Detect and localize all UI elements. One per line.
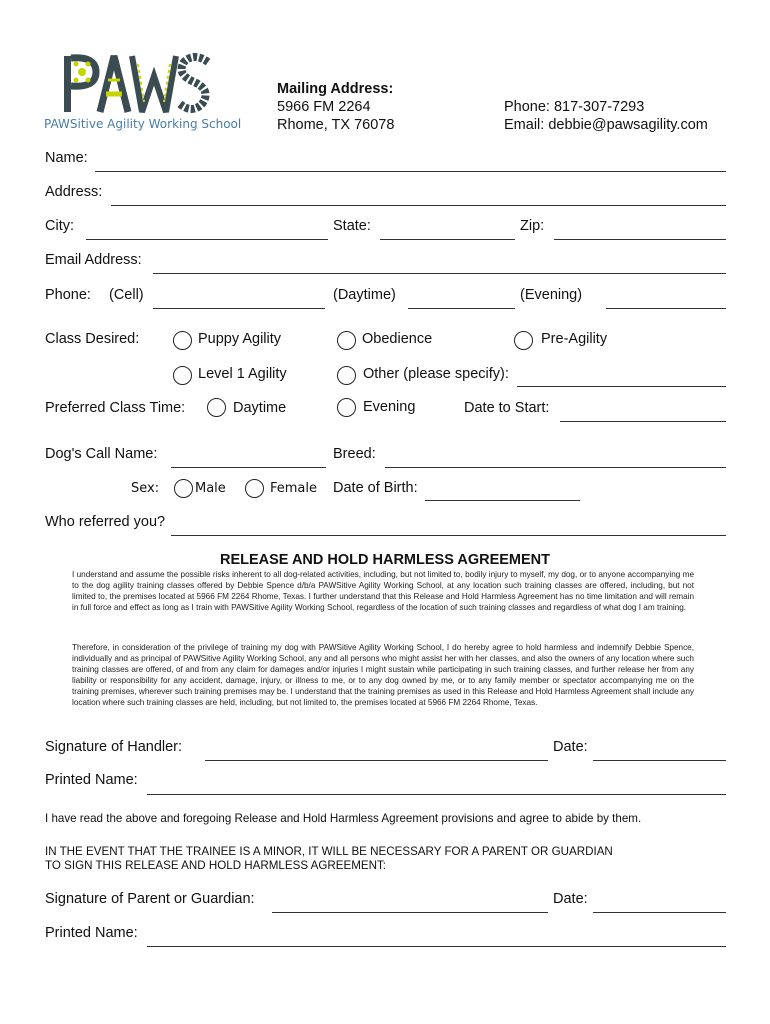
time-daytime-radio[interactable] [207,398,226,417]
class-desired-label: Class Desired: [45,331,140,347]
handler-signature-label: Signature of Handler: [45,739,183,755]
referred-label: Who referred you? [45,514,166,530]
guardian-signature-label: Signature of Parent or Guardian: [45,891,255,907]
address-line-2: Rhome, TX 76078 [277,117,395,133]
guardian-signature-field[interactable] [272,912,548,913]
dog-name-label: Dog's Call Name: [45,446,158,462]
paws-logo [44,50,242,138]
sex-female-label: Female [270,481,318,496]
guardian-printed-name-label: Printed Name: [45,925,138,941]
class-level1-radio[interactable] [173,366,192,385]
phone-daytime-label: (Daytime) [333,287,396,303]
name-label: Name: [45,150,88,166]
state-label: State: [333,218,371,234]
phone-cell-label: (Cell) [109,287,144,303]
date-to-start-label: Date to Start: [464,400,550,416]
sex-male-radio[interactable] [174,479,193,498]
contact-email: Email: debbie@pawsagility.com [504,117,708,133]
contact-phone: Phone: 817-307-7293 [504,99,645,115]
minor-notice-line-2: TO SIGN THIS RELEASE AND HOLD HARMLESS AGREEMENT: [45,859,387,872]
minor-notice-line-1: IN THE EVENT THAT THE TRAINEE IS A MINOR, IT WILL BE NECESSARY FOR A PARENT OR GUARDIAN [45,845,613,858]
class-level1-label: Level 1 Agility [198,366,287,382]
guardian-date-field[interactable] [593,912,726,913]
phone-cell-field[interactable] [153,308,325,309]
agreement-title: RELEASE AND HOLD HARMLESS AGREEMENT [219,552,551,568]
address-line-1: 5966 FM 2264 [277,99,371,115]
time-daytime-label: Daytime [233,400,287,416]
agreement-paragraph-2: Therefore, in consideration of the privilege of training my dog with PAWSitive Agility Working School, I do hereby agree to hold harmless and indemnify Debbie Spence, individually and as principal of PAWSitive Agility Working School, any and all persons who might assist her with her classes, and also the owners of any location where such training classes are offered, of and from any claim for damages and/or injuries I might sustain while participating in such training classes, and further release her from any liability or responsibility for any accident, damage, injury, or illness to me, or to any dog owned by me, or to any family member or spectator accompanying me on the training premises, wherever such training premises may be. I understand that the training premises as used in this Release and Hold Harmless Agreement shall include any location where such training classes are held, including, but not limited to, the premises located at 5966 FM 2264 Rhome, Texas. [72,643,694,707]
preferred-time-label: Preferred Class Time: [45,400,186,416]
time-evening-radio[interactable] [337,398,356,417]
breed-field[interactable] [385,467,726,468]
phone-daytime-field[interactable] [408,308,515,309]
time-evening-label: Evening [363,399,416,415]
class-obedience-radio[interactable] [337,331,356,350]
breed-label: Breed: [333,446,376,462]
mailing-address-label: Mailing Address: [277,81,394,97]
phone-label: Phone: [45,287,91,303]
address-field[interactable] [111,205,726,206]
phone-evening-label: (Evening) [520,287,583,303]
email-label: Email Address: [45,252,142,268]
address-label: Address: [45,184,103,200]
paws-logo-graphic [62,50,212,114]
printed-name-label: Printed Name: [45,772,138,788]
referred-field[interactable] [171,535,726,536]
class-puppy-label: Puppy Agility [198,331,282,347]
name-field[interactable] [95,171,726,172]
dob-field[interactable] [425,500,580,501]
date-to-start-field[interactable] [560,421,726,422]
sex-label: Sex: [131,481,160,496]
dob-label: Date of Birth: [333,480,418,496]
class-other-label: Other (please specify): [363,366,509,382]
dog-name-field[interactable] [171,467,326,468]
agreement-paragraph-1: I understand and assume the possible risks inherent to all dog-related activities, including, but not limited to, bodily injury to myself, my dog, or to anyone accompanying me to the dog agility training classes offered by Debbie Spence d/b/a PAWSitive Agility Working School, at any location such training classes are offered, including, but not limited to, the premises located at 5966 FM 2264 Rhome, Texas. I further understand that this Release and Hold Harmless Agreement has no time limitation and will remain in full force and effect as long as I train with PAWSitive Agility Working School, regardless of the location of such training classes and regardless of what dog I am training. [72,570,694,612]
guardian-date-label: Date: [553,891,588,907]
handler-signature-field[interactable] [205,760,548,761]
class-other-field[interactable] [517,386,726,387]
guardian-printed-name-field[interactable] [147,946,726,947]
state-field[interactable] [380,239,515,240]
class-pre-agility-radio[interactable] [514,331,533,350]
city-field[interactable] [86,239,328,240]
zip-field[interactable] [554,239,726,240]
handler-date-label: Date: [553,739,588,755]
acknowledge-text: I have read the above and foregoing Release and Hold Harmless Agreement provisions and agree to abide by them. [45,812,642,825]
class-puppy-radio[interactable] [173,331,192,350]
class-obedience-label: Obedience [362,331,433,347]
sex-male-label: Male [195,481,226,496]
class-other-radio[interactable] [337,366,356,385]
city-label: City: [45,218,74,234]
class-pre-agility-label: Pre-Agility [541,331,608,347]
phone-evening-field[interactable] [606,308,726,309]
zip-label: Zip: [520,218,545,234]
handler-date-field[interactable] [593,760,726,761]
email-field[interactable] [153,273,726,274]
logo-tagline: PAWSitive Agility Working School [44,117,242,131]
sex-female-radio[interactable] [245,479,264,498]
printed-name-field[interactable] [147,794,726,795]
